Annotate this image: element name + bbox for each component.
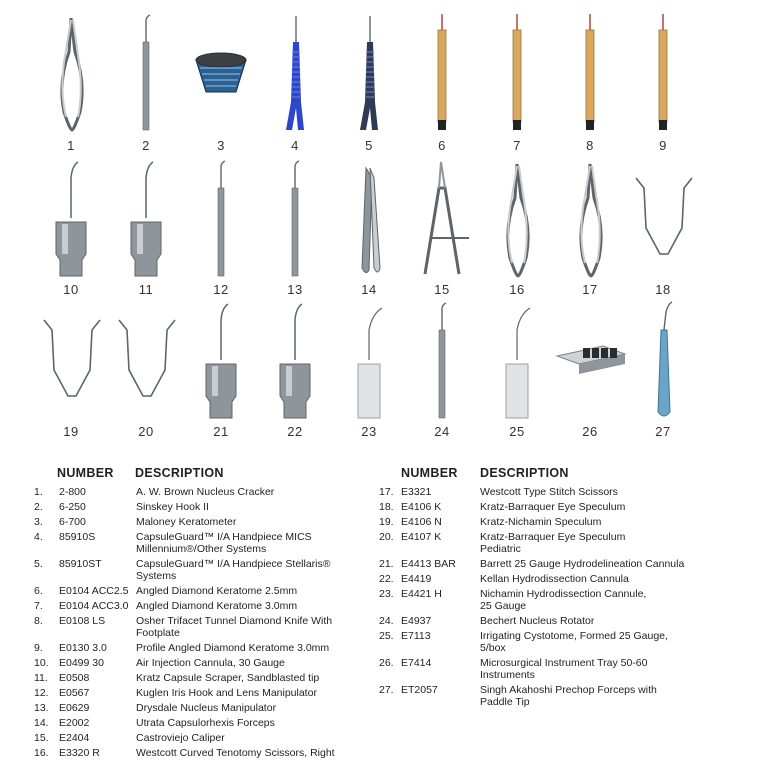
description-line: 25 Gauge [480, 600, 527, 612]
description-line: Paddle Tip [480, 696, 530, 708]
row-index: 7. [34, 600, 43, 612]
description-line: Millennium®/Other Systems [136, 543, 267, 555]
description-line: Kratz-Barraquer Eye Speculum [480, 531, 626, 543]
catalog-number: E0104 ACC2.5 [59, 585, 129, 597]
catalog-number: E0629 [59, 702, 90, 714]
table-row [379, 531, 719, 558]
row-index: 25. [379, 630, 394, 642]
scissors-icon [480, 158, 554, 280]
description-line: Castroviejo Caliper [136, 732, 225, 744]
instrument-3 [184, 12, 258, 154]
table-row [379, 657, 719, 684]
diamond-knife-icon [405, 12, 479, 134]
table-row [34, 600, 374, 615]
catalog-number: E2002 [59, 717, 90, 729]
catalog-number: E0130 3.0 [59, 642, 107, 654]
table-row [34, 501, 374, 516]
catalog-number: 6-250 [59, 501, 86, 513]
instrument-number: 24 [434, 424, 450, 439]
catalog-number: E7414 [401, 657, 432, 669]
catalog-number: E3320 R [59, 747, 100, 759]
instrument-10 [34, 158, 108, 298]
table-row [34, 687, 374, 702]
row-index: 26. [379, 657, 394, 669]
instrument-8 [553, 12, 627, 154]
instrument-23 [332, 300, 406, 440]
catalog-number: E4106 K [401, 501, 442, 513]
catalog-number: E2404 [59, 732, 90, 744]
catalog-number: E0508 [59, 672, 90, 684]
row-index: 23. [379, 588, 394, 600]
row-index: 17. [379, 486, 394, 498]
row-index: 15. [34, 732, 49, 744]
description-line: Irrigating Cystotome, Formed 25 Gauge, [480, 630, 668, 642]
instrument-number: 10 [63, 282, 79, 297]
catalog-number: 85910ST [59, 558, 102, 570]
instrument-7 [480, 12, 554, 154]
row-index: 5. [34, 558, 43, 570]
catalog-number: E7113 [401, 630, 431, 642]
forceps-icon [332, 158, 406, 280]
row-index: 10. [34, 657, 49, 669]
instrument-number: 15 [434, 282, 450, 297]
instrument-number: 14 [361, 282, 377, 297]
curved-scissors-icon [34, 12, 108, 134]
instrument-14 [332, 158, 406, 298]
description-line: Profile Angled Diamond Keratome 3.0mm [136, 642, 330, 654]
description-line: 5/box [480, 642, 506, 654]
instrument-1 [34, 12, 108, 154]
row-index: 14. [34, 717, 49, 729]
row-index: 13. [34, 702, 49, 714]
instrument-17 [553, 158, 627, 298]
instrument-15 [405, 158, 479, 298]
description-line: Singh Akahoshi Prechop Forceps with [480, 684, 657, 696]
instrument-number: 8 [586, 138, 594, 153]
row-index: 9. [34, 642, 43, 654]
catalog-number: 6-700 [59, 516, 86, 528]
instrument-number: 20 [138, 424, 154, 439]
instrument-24 [405, 300, 479, 440]
instrument-18 [626, 158, 700, 298]
instrument-12 [184, 158, 258, 298]
instrument-number: 25 [509, 424, 525, 439]
instrument-number: 17 [582, 282, 598, 297]
cannula-hub-icon [184, 300, 258, 422]
table-row [34, 717, 374, 732]
catalog-number: 85910S [59, 531, 96, 543]
table-row [34, 516, 374, 531]
description-line: Sinskey Hook II [136, 501, 209, 513]
instrument-16 [480, 158, 554, 298]
instrument-number: 27 [655, 424, 671, 439]
instrument-20 [109, 300, 183, 440]
cannula-hub-icon [109, 158, 183, 280]
catalog-number: E0499 30 [59, 657, 104, 669]
catalog-number: E0108 LS [59, 615, 106, 627]
description-line: Kellan Hydrodissection Cannula [480, 573, 629, 585]
description-line: Kratz-Barraquer Eye Speculum [480, 501, 626, 513]
row-index: 2. [34, 501, 43, 513]
description-line: Westcott Type Stitch Scissors [480, 486, 618, 498]
description-line: Westcott Curved Tenotomy Scissors, Right [136, 747, 335, 759]
description-line: Osher Trifacet Tunnel Diamond Knife With [136, 615, 333, 627]
description-line: Nichamin Hydrodissection Cannule, [480, 588, 647, 600]
prechop-forceps-icon [626, 300, 700, 422]
description-line: Footplate [136, 627, 180, 639]
table-row [379, 516, 719, 531]
description-line: Kratz-Nichamin Speculum [480, 516, 602, 528]
table-row [379, 630, 719, 657]
description-line: CapsuleGuard™ I/A Handpiece MICS [136, 531, 312, 543]
probe-icon [405, 300, 479, 422]
scissors-icon [553, 158, 627, 280]
clear-cannula-icon [332, 300, 406, 422]
description-line: Kratz Capsule Scraper, Sandblasted tip [136, 672, 320, 684]
description-line: Utrata Capsulorhexis Forceps [136, 717, 275, 729]
catalog-number: E3321 [401, 486, 432, 498]
instrument-number: 18 [655, 282, 671, 297]
description-header: DESCRIPTION [480, 466, 569, 480]
row-index: 24. [379, 615, 394, 627]
table-row [379, 501, 719, 516]
instrument-number: 3 [217, 138, 225, 153]
catalog-number: E4106 N [401, 516, 442, 528]
description-line: Microsurgical Instrument Tray 50-60 [480, 657, 648, 669]
description-header: DESCRIPTION [135, 466, 224, 480]
instrument-13 [258, 158, 332, 298]
catalog-number: 2-800 [59, 486, 86, 498]
description-line: A. W. Brown Nucleus Cracker [136, 486, 275, 498]
table-row [379, 684, 719, 711]
description-line: Systems [136, 570, 177, 582]
row-index: 3. [34, 516, 43, 528]
table-row [34, 732, 374, 747]
description-line: CapsuleGuard™ I/A Handpiece Stellaris® [136, 558, 331, 570]
table-row [379, 486, 719, 501]
instrument-27 [626, 300, 700, 440]
table-row [379, 573, 719, 588]
speculum-icon [109, 300, 183, 422]
row-index: 1. [34, 486, 43, 498]
description-line: Maloney Keratometer [136, 516, 237, 528]
table-row [34, 558, 374, 585]
row-index: 4. [34, 531, 43, 543]
diamond-knife-icon [480, 12, 554, 134]
table-row [34, 672, 374, 687]
cannula-hub-icon [258, 300, 332, 422]
instrument-number: 23 [361, 424, 377, 439]
instrument-number: 12 [213, 282, 229, 297]
table-row [34, 615, 374, 642]
table-row [34, 531, 374, 558]
instrument-22 [258, 300, 332, 440]
diamond-knife-icon [553, 12, 627, 134]
instrument-tray-icon [553, 300, 627, 422]
row-index: 18. [379, 501, 394, 513]
catalog-number: E0104 ACC3.0 [59, 600, 129, 612]
diamond-knife-icon [626, 12, 700, 134]
speculum-icon [626, 158, 700, 280]
instrument-number: 7 [513, 138, 521, 153]
instrument-number: 5 [365, 138, 373, 153]
instrument-21 [184, 300, 258, 440]
instrument-number: 16 [509, 282, 525, 297]
table-row [379, 558, 719, 573]
speculum-icon [34, 300, 108, 422]
instrument-5 [332, 12, 406, 154]
description-line: Drysdale Nucleus Manipulator [136, 702, 277, 714]
catalog-number: E4421 H [401, 588, 442, 600]
catalog-number: E0567 [59, 687, 90, 699]
number-header: NUMBER [401, 466, 458, 480]
instrument-11 [109, 158, 183, 298]
table-row [379, 588, 719, 615]
number-header: NUMBER [57, 466, 114, 480]
instrument-19 [34, 300, 108, 440]
instrument-4 [258, 12, 332, 154]
row-index: 11. [34, 672, 48, 684]
instrument-number: 1 [67, 138, 75, 153]
row-index: 16. [34, 747, 49, 759]
row-index: 27. [379, 684, 394, 696]
probe-icon [258, 158, 332, 280]
instrument-number: 22 [287, 424, 303, 439]
catalog-number: E4937 [401, 615, 432, 627]
description-line: Angled Diamond Keratome 3.0mm [136, 600, 298, 612]
instrument-25 [480, 300, 554, 440]
caliper-icon [405, 158, 479, 280]
description-line: Bechert Nucleus Rotator [480, 615, 595, 627]
instrument-number: 19 [63, 424, 79, 439]
row-index: 12. [34, 687, 49, 699]
row-index: 19. [379, 516, 394, 528]
clear-cannula-icon [480, 300, 554, 422]
dark-blue-handpiece-icon [332, 12, 406, 134]
row-index: 20. [379, 531, 394, 543]
instrument-number: 2 [142, 138, 150, 153]
instrument-number: 4 [291, 138, 299, 153]
table-row [34, 486, 374, 501]
instrument-number: 6 [438, 138, 446, 153]
row-index: 6. [34, 585, 43, 597]
instrument-number: 26 [582, 424, 598, 439]
row-index: 22. [379, 573, 394, 585]
row-index: 21. [379, 558, 394, 570]
table-row [34, 585, 374, 600]
keratometer-ring-icon [184, 12, 258, 134]
cannula-hub-icon [34, 158, 108, 280]
table-row [34, 702, 374, 717]
description-line: Instruments [480, 669, 535, 681]
catalog-number: E4419 [401, 573, 432, 585]
table-row [34, 657, 374, 672]
instrument-9 [626, 12, 700, 154]
instrument-number: 11 [138, 282, 154, 297]
table-row [34, 747, 374, 762]
description-line: Kuglen Iris Hook and Lens Manipulator [136, 687, 317, 699]
table-row [34, 642, 374, 657]
instrument-26 [553, 300, 627, 440]
instrument-number: 9 [659, 138, 667, 153]
hook-icon [109, 12, 183, 134]
instrument-2 [109, 12, 183, 154]
row-index: 8. [34, 615, 43, 627]
instrument-number: 13 [287, 282, 303, 297]
description-line: Pediatric [480, 543, 521, 555]
description-line: Angled Diamond Keratome 2.5mm [136, 585, 298, 597]
description-line: Air Injection Cannula, 30 Gauge [136, 657, 285, 669]
instrument-6 [405, 12, 479, 154]
blue-handpiece-icon [258, 12, 332, 134]
catalog-number: E4107 K [401, 531, 442, 543]
catalog-number: E4413 BAR [401, 558, 456, 570]
description-line: Barrett 25 Gauge Hydrodelineation Cannula [480, 558, 685, 570]
catalog-number: ET2057 [401, 684, 438, 696]
table-row [379, 615, 719, 630]
instrument-number: 21 [213, 424, 229, 439]
probe-icon [184, 158, 258, 280]
